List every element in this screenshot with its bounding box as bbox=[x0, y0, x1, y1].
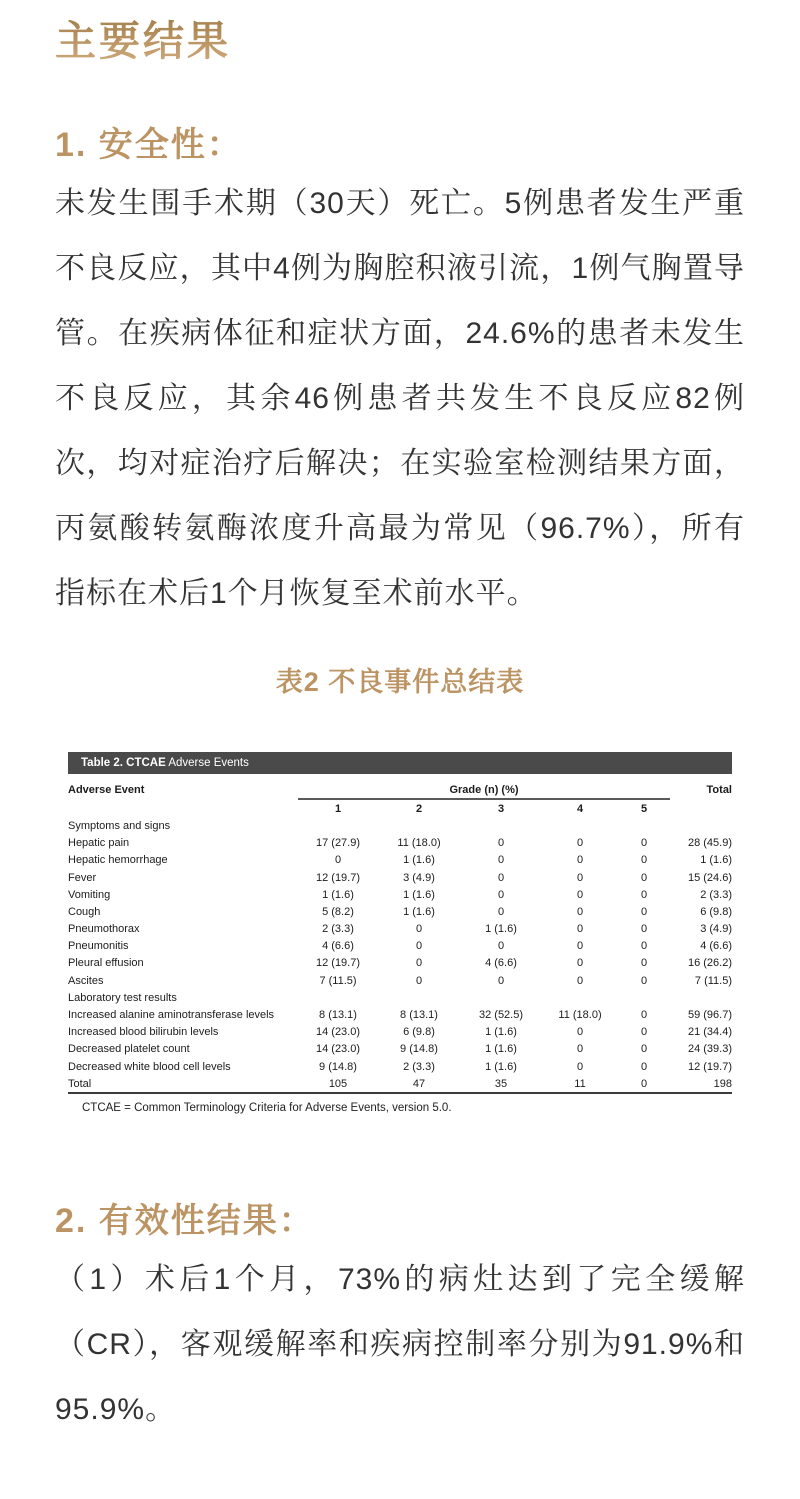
total-cell: 28 (45.9) bbox=[687, 837, 732, 850]
row-label: Fever bbox=[68, 871, 97, 884]
total-cell: 21 (34.4) bbox=[687, 1026, 732, 1039]
row-label: Increased blood bilirubin levels bbox=[68, 1026, 219, 1039]
total-cell: 3 (4.9) bbox=[700, 923, 732, 936]
total-cell: 59 (96.7) bbox=[687, 1009, 732, 1022]
grade-cell: 0 bbox=[640, 871, 648, 884]
table-row bbox=[68, 886, 732, 903]
grade-cell: 14 (23.0) bbox=[315, 1043, 361, 1056]
row-label: Total bbox=[68, 1077, 92, 1090]
grade-cell: 0 bbox=[497, 974, 505, 987]
grade-cell: 0 bbox=[576, 940, 584, 953]
grade-cell: 9 (14.8) bbox=[319, 1060, 357, 1073]
grade-cell: 2 (3.3) bbox=[322, 923, 354, 936]
grade-cell: 0 bbox=[576, 888, 584, 901]
grade-cell: 17 (27.9) bbox=[315, 837, 361, 850]
grade-cell: 0 bbox=[640, 854, 648, 867]
total-cell: 6 (9.8) bbox=[700, 905, 732, 918]
header-grade-1: 1 bbox=[334, 802, 342, 815]
adverse-events-table-figure bbox=[68, 752, 732, 1115]
grade-cell: 1 (1.6) bbox=[403, 905, 435, 918]
grade-cell: 105 bbox=[328, 1077, 348, 1090]
table-row bbox=[68, 903, 732, 920]
section-efficacy-paragraph: （1）术后1个月，73%的病灶达到了完全缓解（CR），客观缓解率和疾病控制率分别为91.9%和95.9%。 bbox=[55, 1263, 745, 1427]
header-grade-3: 3 bbox=[497, 802, 505, 815]
table-row bbox=[68, 938, 732, 955]
grade-cell: 0 bbox=[640, 923, 648, 936]
grade-cell: 0 bbox=[640, 957, 648, 970]
page-title: 主要结果 bbox=[55, 17, 231, 65]
total-cell: 4 (6.6) bbox=[700, 940, 732, 953]
total-cell: 16 (26.2) bbox=[687, 957, 732, 970]
title-row bbox=[55, 18, 745, 65]
table-title-bold: Table 2. CTCAE bbox=[81, 757, 166, 769]
grade-cell: 1 (1.6) bbox=[403, 854, 435, 867]
grade-cell: 3 (4.9) bbox=[403, 871, 435, 884]
table-row bbox=[68, 852, 732, 869]
grade-cell: 4 (6.6) bbox=[485, 957, 517, 970]
row-label: Increased alanine aminotransferase levels bbox=[68, 1009, 275, 1022]
grade-cell: 0 bbox=[497, 905, 505, 918]
grade-cell: 0 bbox=[497, 940, 505, 953]
table-row bbox=[68, 955, 732, 972]
grade-cell: 0 bbox=[497, 871, 505, 884]
grade-cell: 0 bbox=[576, 974, 584, 987]
grade-cell: 0 bbox=[415, 940, 423, 953]
total-cell: 12 (19.7) bbox=[687, 1060, 732, 1073]
grade-cell: 0 bbox=[576, 837, 584, 850]
grade-cell: 0 bbox=[640, 905, 648, 918]
grade-cell: 14 (23.0) bbox=[315, 1026, 361, 1039]
table-title-bar bbox=[68, 752, 732, 774]
grade-cell: 1 (1.6) bbox=[485, 923, 517, 936]
grade-cell: 12 (19.7) bbox=[315, 957, 361, 970]
grade-cell: 0 bbox=[640, 1009, 648, 1022]
grade-cell: 2 (3.3) bbox=[403, 1060, 435, 1073]
grade-cell: 0 bbox=[640, 1043, 648, 1056]
grade-cell: 1 (1.6) bbox=[485, 1026, 517, 1039]
grade-cell: 0 bbox=[640, 1060, 648, 1073]
table-group-row bbox=[68, 989, 732, 1006]
header-grade-2: 2 bbox=[415, 802, 423, 815]
grade-cell: 4 (6.6) bbox=[322, 940, 354, 953]
grade-cell: 0 bbox=[576, 923, 584, 936]
grade-cell: 11 bbox=[574, 1077, 586, 1090]
grade-cell: 0 bbox=[415, 957, 423, 970]
row-label: Hepatic hemorrhage bbox=[68, 854, 168, 867]
total-cell: 198 bbox=[713, 1077, 732, 1090]
table-row bbox=[68, 921, 732, 938]
total-cell: 1 (1.6) bbox=[700, 854, 732, 867]
grade-cell: 6 (9.8) bbox=[403, 1026, 435, 1039]
grade-cell: 0 bbox=[497, 888, 505, 901]
section-efficacy-heading: 2. 有效性结果： bbox=[55, 1202, 315, 1241]
grade-cell: 0 bbox=[415, 923, 423, 936]
row-label: Pneumothorax bbox=[68, 923, 140, 936]
grade-cell: 0 bbox=[640, 1077, 648, 1090]
table-head bbox=[68, 781, 732, 817]
grade-cell: 9 (14.8) bbox=[400, 1043, 438, 1056]
grade-cell: 0 bbox=[640, 1026, 648, 1039]
grade-cell: 12 (19.7) bbox=[315, 871, 361, 884]
grade-cell: 0 bbox=[415, 974, 423, 987]
table-footnote: CTCAE = Common Terminology Criteria for Adverse Events, version 5.0. bbox=[82, 1102, 452, 1115]
grade-cell: 0 bbox=[334, 854, 342, 867]
row-label: Vomiting bbox=[68, 888, 111, 901]
grade-cell: 8 (13.1) bbox=[400, 1009, 438, 1022]
grade-cell: 11 (18.0) bbox=[397, 837, 441, 850]
total-cell: 24 (39.3) bbox=[687, 1043, 732, 1056]
grade-cell: 0 bbox=[576, 1026, 584, 1039]
table-row bbox=[68, 1024, 732, 1041]
grade-cell: 35 bbox=[494, 1077, 508, 1090]
grade-cell: 1 (1.6) bbox=[485, 1043, 517, 1056]
grade-cell: 0 bbox=[576, 854, 584, 867]
grade-cell: 0 bbox=[640, 888, 648, 901]
table-title-rest: Adverse Events bbox=[165, 757, 249, 769]
grade-cell: 0 bbox=[576, 905, 584, 918]
grade-cell: 7 (11.5) bbox=[319, 974, 357, 987]
grade-cell: 0 bbox=[576, 871, 584, 884]
row-label: Pneumonitis bbox=[68, 940, 129, 953]
table-row bbox=[68, 1006, 732, 1023]
group-label: Symptoms and signs bbox=[68, 819, 171, 832]
table-row bbox=[68, 1058, 732, 1075]
grade-cell: 11 (18.0) bbox=[558, 1009, 602, 1022]
header-grade-4: 4 bbox=[576, 802, 584, 815]
table-header-row bbox=[68, 781, 732, 799]
table-row bbox=[68, 1075, 732, 1093]
section-safety-paragraph: 未发生围手术期（30天）死亡。5例患者发生严重不良反应，其中4例为胸腔积液引流，1例气胸置导管。在疾病体征和症状方面，24.6%的患者未发生不良反应，其余46例患者共发生不良反应82例次，均对症治疗后解决；在实验室检测结果方面，丙氨酸转氨酶浓度升高最为常见（96.7%），所有指标在术后1个月恢复至术前水平。 bbox=[55, 187, 745, 610]
grade-cell: 0 bbox=[576, 1043, 584, 1056]
grade-cell: 1 (1.6) bbox=[485, 1060, 517, 1073]
row-label: Decreased white blood cell levels bbox=[68, 1060, 231, 1073]
total-cell: 2 (3.3) bbox=[700, 888, 732, 901]
grade-cell: 0 bbox=[576, 957, 584, 970]
row-label: Decreased platelet count bbox=[68, 1043, 190, 1056]
group-label: Laboratory test results bbox=[68, 991, 177, 1004]
total-cell: 7 (11.5) bbox=[694, 974, 732, 987]
grade-cell: 0 bbox=[497, 837, 505, 850]
grade-cell: 8 (13.1) bbox=[319, 1009, 357, 1022]
header-adverse-event: Adverse Event bbox=[68, 783, 145, 796]
grade-cell: 0 bbox=[576, 1060, 584, 1073]
header-total: Total bbox=[706, 783, 732, 796]
table-row bbox=[68, 972, 732, 989]
grade-cell: 0 bbox=[640, 837, 648, 850]
section-safety-heading: 1. 安全性： bbox=[55, 126, 243, 164]
grade-cell: 1 (1.6) bbox=[403, 888, 435, 901]
grade-cell: 0 bbox=[497, 854, 505, 867]
table-row bbox=[68, 835, 732, 852]
table-group-row bbox=[68, 817, 732, 834]
grade-cell: 32 (52.5) bbox=[478, 1009, 524, 1022]
table-row bbox=[68, 869, 732, 886]
adverse-events-table bbox=[68, 781, 732, 1094]
header-grade-group: Grade (n) (%) bbox=[298, 781, 670, 799]
row-label: Pleural effusion bbox=[68, 957, 144, 970]
table-caption: 表2 不良事件总结表 bbox=[275, 667, 525, 697]
grade-cell: 47 bbox=[412, 1077, 426, 1090]
row-label: Cough bbox=[68, 905, 101, 918]
grade-cell: 5 (8.2) bbox=[322, 905, 354, 918]
table-body bbox=[68, 817, 732, 1093]
table-row bbox=[68, 1041, 732, 1058]
row-label: Hepatic pain bbox=[68, 837, 130, 850]
grade-cell: 0 bbox=[640, 940, 648, 953]
row-label: Ascites bbox=[68, 974, 104, 987]
grade-cell: 1 (1.6) bbox=[322, 888, 354, 901]
header-grade-5: 5 bbox=[640, 802, 648, 815]
grade-cell: 0 bbox=[640, 974, 648, 987]
total-cell: 15 (24.6) bbox=[687, 871, 732, 884]
